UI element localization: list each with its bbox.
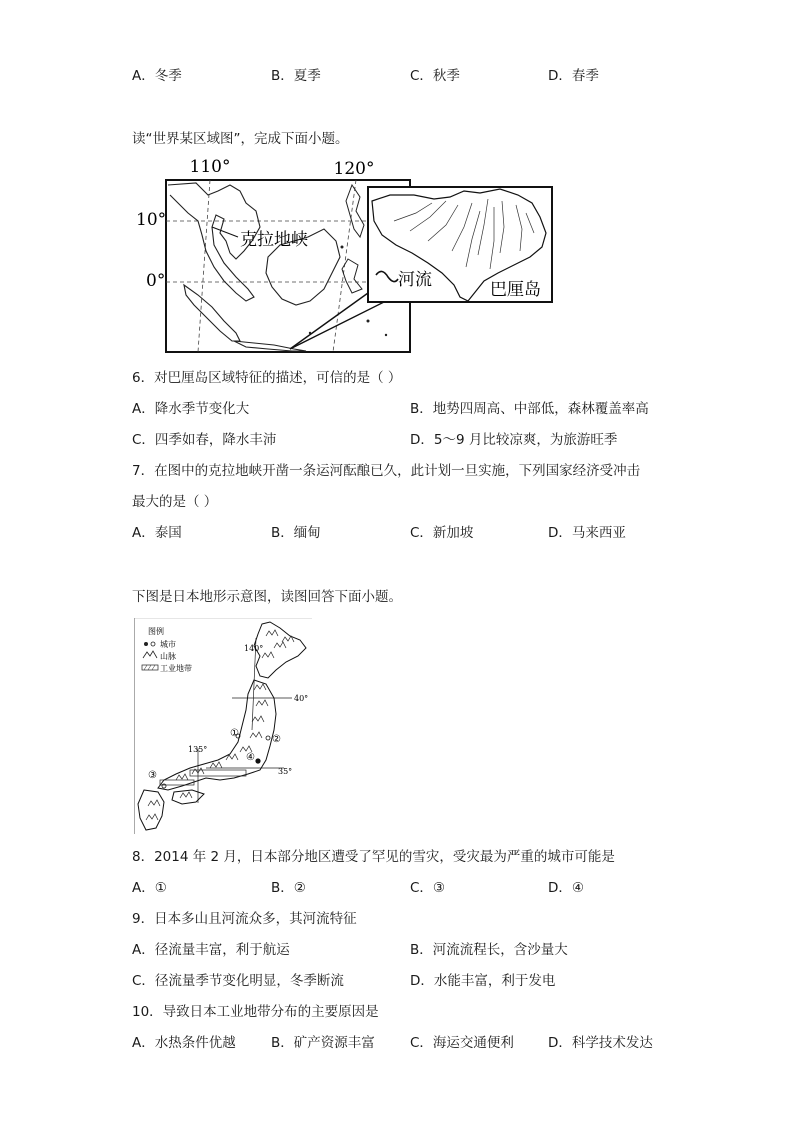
q9-stem: 9．日本多山且河流众多，其河流特征: [132, 911, 357, 927]
lat-0-label: 0°: [146, 271, 166, 291]
legend-title: 图例: [148, 627, 164, 636]
q10-stem: 10．导致日本工业地带分布的主要原因是: [132, 1004, 379, 1020]
legend-city-dot: [144, 642, 148, 646]
lat-40-label: 40°: [294, 694, 309, 703]
q8-option-d: D．④: [548, 880, 584, 896]
q7-option-a: A．泰国: [132, 525, 182, 541]
lat-10-label: 10°: [136, 210, 167, 230]
q6-option-a: A．降水季节变化大: [132, 401, 250, 417]
intro-japan: 下图是日本地形示意图，读图回答下面小题。: [132, 589, 402, 605]
q10-option-b: B．矿产资源丰富: [271, 1035, 375, 1051]
world-region-map: [128, 155, 560, 360]
q7-option-b: B．缅甸: [271, 525, 321, 541]
q8-option-b: B．②: [271, 880, 306, 896]
shikoku-outline: [172, 790, 204, 804]
q6-option-d: D．5～9 月比较凉爽，为旅游旺季: [410, 432, 618, 448]
q10-option-a: A．水热条件优越: [132, 1035, 236, 1051]
lon-140-label: 140°: [244, 644, 264, 653]
q9-option-a: A．径流量丰富，利于航运: [132, 942, 290, 958]
japan-terrain-map: [134, 618, 316, 836]
sumatra-coastline: [184, 285, 240, 341]
lon-120-label: 120°: [333, 159, 375, 179]
bali-label: 巴厘岛: [490, 280, 541, 300]
lon-110-label: 110°: [189, 157, 231, 177]
q8-option-c: C．③: [410, 880, 446, 896]
legend-mountain-icon: [143, 651, 157, 658]
q9-option-b: B．河流流程长，含沙量大: [410, 942, 568, 958]
q8-stem: 8．2014 年 2 月，日本部分地区遭受了罕见的雪灾，受灾最为严重的城市可能是: [132, 849, 615, 865]
city-1-label: ①: [230, 728, 239, 739]
kra-isthmus-label: 克拉地峡: [240, 230, 308, 250]
legend-city-label: 城市: [160, 640, 176, 649]
q8-option-a: A．①: [132, 880, 167, 896]
q7-stem-line2: 最大的是（ ）: [132, 494, 218, 510]
intro-world-region: 读“世界某区域图”，完成下面小题。: [132, 131, 349, 147]
q7-stem-line1: 7．在图中的克拉地峡开凿一条运河酝酿已久，此计划一旦实施，下列国家经济受冲击: [132, 463, 641, 479]
q9-option-d: D．水能丰富，利于发电: [410, 973, 556, 989]
q5-option-d: D．春季: [548, 68, 599, 84]
city-dot: [255, 758, 260, 763]
city-4-label: ④: [246, 752, 255, 763]
q6-option-b: B．地势四周高、中部低，森林覆盖率高: [410, 401, 649, 417]
city-3-label: ③: [148, 770, 157, 781]
river-label: 河流: [398, 270, 432, 290]
q5-option-b: B．夏季: [271, 68, 321, 84]
q9-option-c: C．径流量季节变化明显，冬季断流: [132, 973, 344, 989]
q7-option-c: C．新加坡: [410, 525, 474, 541]
q6-stem: 6．对巴厘岛区域特征的描述，可信的是（ ）: [132, 370, 402, 386]
lon-135-label: 135°: [188, 745, 208, 754]
q5-option-a: A．冬季: [132, 68, 182, 84]
q5-option-c: C．秋季: [410, 68, 460, 84]
honshu-outline: [158, 680, 276, 790]
kyushu-outline: [138, 790, 164, 830]
legend-mountain-label: 山脉: [160, 652, 176, 661]
legend-industry-label: 工业地带: [160, 664, 192, 673]
city-2-label: ②: [272, 734, 281, 745]
q6-option-c: C．四季如春，降水丰沛: [132, 432, 277, 448]
q7-option-d: D．马来西亚: [548, 525, 626, 541]
lat-35-label: 35°: [278, 767, 293, 776]
q10-option-d: D．科学技术发达: [548, 1035, 653, 1051]
q10-option-c: C．海运交通便利: [410, 1035, 514, 1051]
